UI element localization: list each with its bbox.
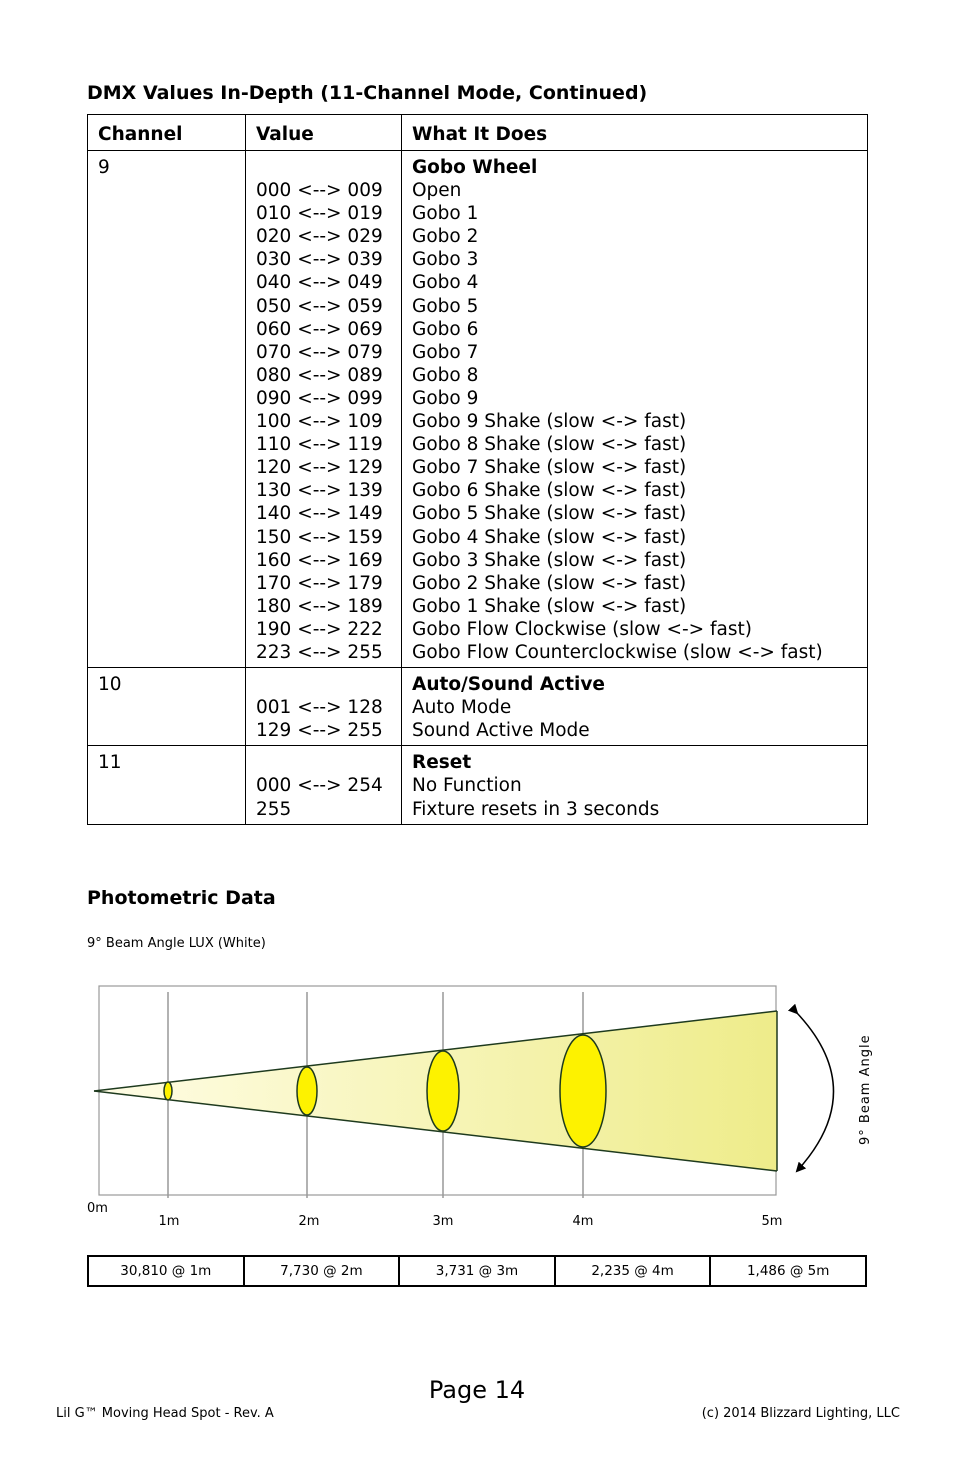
table-row [88,668,868,746]
dmx-value-range: 129 <--> 255 [256,720,383,742]
dmx-value-range: 090 <--> 099 [256,387,383,409]
distance-label-0m: 0m [87,1201,108,1216]
table-row [88,746,868,824]
beam-angle-diagram [80,975,880,1240]
dmx-value-range: 190 <--> 222 [256,618,383,640]
dmx-value-range: 180 <--> 189 [256,595,383,617]
beam-angle-label: 9° Beam Angle [858,1034,873,1145]
value-spacer [256,751,391,774]
dmx-function: Gobo 8 Shake (slow <-> fast) [412,434,687,456]
channel-number: 10 [98,674,122,696]
dmx-value-range: 110 <--> 119 [256,434,383,456]
table-header-row [88,115,868,151]
dmx-value-range: 030 <--> 039 [256,249,383,271]
dmx-function: Fixture resets in 3 seconds [412,798,660,820]
channel-cell [88,746,246,824]
photometric-title: Photometric Data [87,887,276,909]
beam-angle-arrow [797,1013,834,1171]
table-row [88,151,868,668]
dmx-function: Gobo 9 [412,387,479,409]
dmx-function: Gobo 2 [412,226,479,248]
channel-cell [88,151,246,668]
lux-value-2m: 7,730 @ 2m [244,1256,400,1286]
dmx-function: Gobo 6 [412,318,479,340]
lux-value-5m: 1,486 @ 5m [710,1256,866,1286]
dmx-value-range: 223 <--> 255 [256,641,383,663]
dmx-function: Gobo 3 Shake (slow <-> fast) [412,549,687,571]
dmx-value-range: 000 <--> 009 [256,180,383,202]
dmx-value-range: 130 <--> 139 [256,480,383,502]
dmx-value-range: 020 <--> 029 [256,226,383,248]
dmx-function: Sound Active Mode [412,720,590,742]
footer-copyright: (c) 2014 Blizzard Lighting, LLC [701,1406,900,1421]
dmx-function: Gobo 5 [412,295,479,317]
dmx-value-range: 150 <--> 159 [256,526,383,548]
dmx-function: Gobo 8 [412,364,479,386]
function-title: Reset [412,752,472,774]
value-cell [246,668,402,746]
dmx-function: Gobo 7 [412,341,479,363]
value-cell [246,746,402,824]
header-what-it-does: What It Does [402,115,868,151]
dmx-value-range: 001 <--> 128 [256,697,383,719]
dmx-value-range: 080 <--> 089 [256,364,383,386]
distance-label-1m: 1m [158,1214,180,1229]
distance-label-2m: 2m [298,1214,320,1229]
dmx-function: Gobo 9 Shake (slow <-> fast) [412,411,687,433]
dmx-value-range: 160 <--> 169 [256,549,383,571]
dmx-function: Gobo 4 [412,272,479,294]
function-title: Auto/Sound Active [412,674,605,696]
lux-value-1m: 30,810 @ 1m [88,1256,244,1286]
dmx-value-range: 170 <--> 179 [256,572,383,594]
lux-row [88,1256,866,1286]
dmx-value-range: 060 <--> 069 [256,318,383,340]
beam-spot-4m [560,1035,606,1147]
channel-number: 9 [98,157,110,178]
lux-value-4m: 2,235 @ 4m [555,1256,711,1286]
distance-label-4m: 4m [572,1214,594,1229]
dmx-function: No Function [412,775,522,797]
dmx-value-range: 000 <--> 254 [256,775,383,797]
chart-caption: 9° Beam Angle LUX (White) [87,936,266,951]
channel-cell [88,668,246,746]
dmx-value-range: 120 <--> 129 [256,457,383,479]
distance-label-5m: 5m [761,1214,783,1229]
header-channel: Channel [88,115,246,151]
dmx-value-range: 140 <--> 149 [256,503,383,525]
distance-label-3m: 3m [432,1214,454,1229]
value-spacer [256,673,391,696]
description-cell [402,151,868,668]
dmx-value-range: 070 <--> 079 [256,341,383,363]
dmx-value-range: 050 <--> 059 [256,295,383,317]
lux-values-table [87,1255,867,1287]
beam-spot-1m [164,1082,172,1100]
dmx-function: Gobo Flow Counterclockwise (slow <-> fast) [412,641,823,663]
section-title: DMX Values In-Depth (11-Channel Mode, Continued) [87,82,648,104]
dmx-function: Gobo 1 Shake (slow <-> fast) [412,595,687,617]
dmx-function: Gobo 2 Shake (slow <-> fast) [412,572,687,594]
dmx-function: Gobo Flow Clockwise (slow <-> fast) [412,618,752,640]
dmx-function: Open [412,180,462,202]
beam-spot-3m [427,1051,459,1131]
dmx-value-range: 100 <--> 109 [256,411,383,433]
dmx-value-range: 040 <--> 049 [256,272,383,294]
dmx-function: Gobo 7 Shake (slow <-> fast) [412,457,687,479]
beam-spot-2m [297,1067,317,1115]
dmx-values-table [87,114,868,825]
description-cell [402,746,868,824]
footer-product-name: Lil G™ Moving Head Spot - Rev. A [56,1406,274,1421]
page-number: Page 14 [428,1376,526,1404]
lux-value-3m: 3,731 @ 3m [399,1256,555,1286]
function-title: Gobo Wheel [412,157,538,178]
dmx-function: Gobo 3 [412,249,479,271]
channel-number: 11 [98,752,122,774]
dmx-function: Gobo 6 Shake (slow <-> fast) [412,480,687,502]
dmx-function: Gobo 1 [412,203,479,225]
dmx-function: Gobo 5 Shake (slow <-> fast) [412,503,687,525]
dmx-function: Auto Mode [412,697,512,719]
header-value: Value [246,115,402,151]
dmx-function: Gobo 4 Shake (slow <-> fast) [412,526,687,548]
description-cell [402,668,868,746]
value-spacer [256,156,391,179]
value-cell [246,151,402,668]
dmx-value-range: 255 [256,798,292,820]
dmx-value-range: 010 <--> 019 [256,203,383,225]
